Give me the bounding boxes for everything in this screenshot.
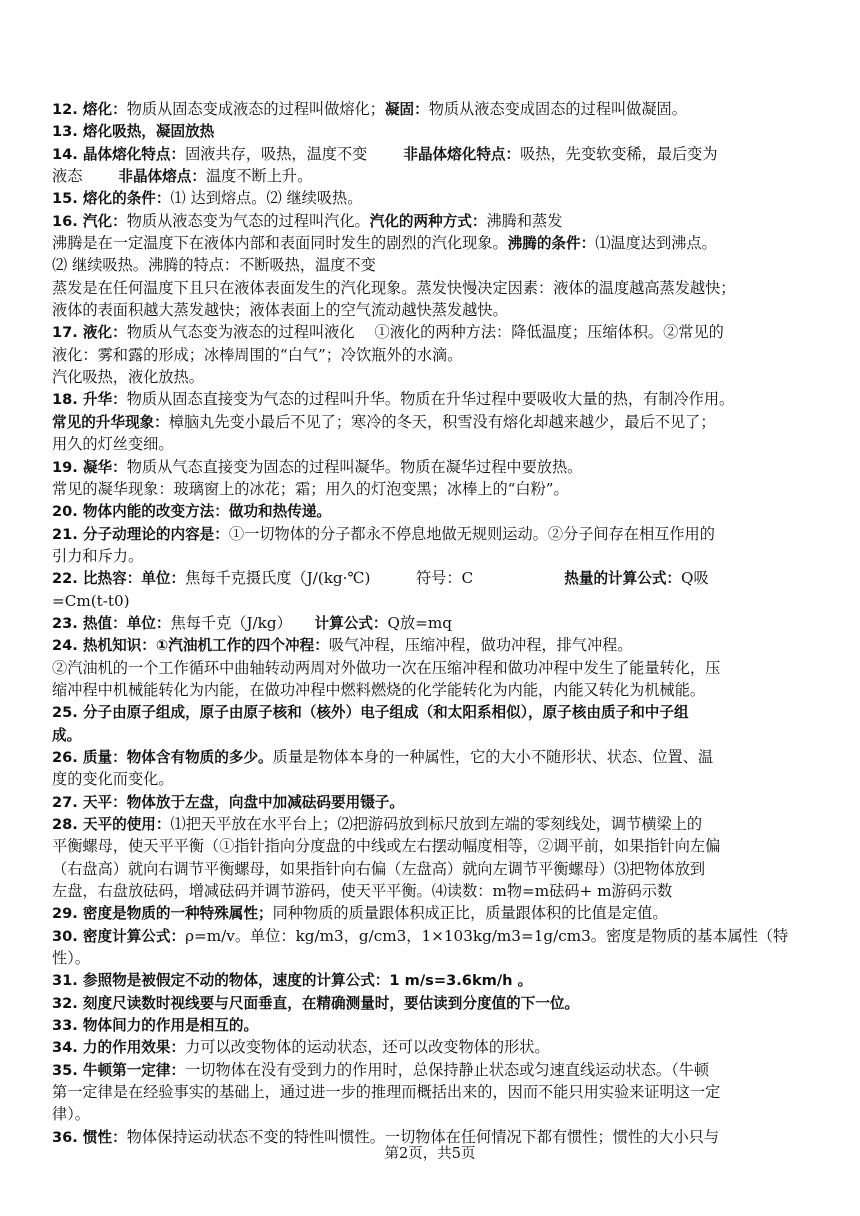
body-text: 质量是物体本身的一种属性，它的大小不随形状、状态、位置、温: [272, 747, 714, 766]
text-line: [52, 478, 812, 500]
body-text: ⑴把天平放在水平台上；⑵把游码放到标尺放到左端的零刻线处，调节横梁上的: [170, 815, 703, 833]
body-text: 沸腾是在一定温度下在液体内部和表面同时发生的剧烈的汽化现象。: [52, 234, 508, 253]
body-text: Q放=mq: [387, 613, 453, 632]
bold-term: 31. 参照物是被假定不动的物体，速度的计算公式：1 m/s=3.6km/h 。: [52, 972, 533, 990]
bold-term: 30. 密度计算公式：: [52, 927, 186, 945]
text-line: [52, 947, 812, 969]
text-line: [52, 344, 812, 366]
bold-term: 20. 物体内能的改变方法：做功和热传递。: [52, 503, 332, 521]
body-text: 律）。: [52, 1105, 90, 1124]
text-line: [52, 120, 812, 142]
text-line: [52, 232, 812, 254]
text-line: [52, 724, 812, 746]
body-text: =Cm(t-t0): [52, 591, 130, 610]
body-text: 同种物质的质量跟体积成正比，质量跟体积的比值是定值。: [272, 904, 668, 923]
bold-term: 热量的计算公式：: [564, 570, 682, 588]
body-text: 焦每千克（J/kg）: [170, 613, 315, 632]
body-text: 用久的灯丝变细。: [52, 435, 174, 454]
text-line: [52, 902, 812, 924]
body-text: 物质从固态变成液态的过程叫做熔化；: [126, 100, 385, 118]
text-line: [52, 277, 812, 299]
bold-term: 35. 牛顿第一定律：: [52, 1061, 186, 1079]
bold-term: 14. 晶体熔化特点：: [52, 145, 186, 163]
bold-term: 常见的升华现象：: [52, 413, 169, 431]
bold-term: 非晶体熔点：: [118, 168, 206, 186]
text-line: [52, 992, 812, 1014]
bold-term: 13. 熔化吸热，凝固放热: [52, 123, 215, 141]
text-line: [52, 1014, 812, 1036]
body-text: 物质从液态变为气态的过程叫汽化。: [126, 211, 370, 230]
body-text: ρ=m/v。单位：kg/m3，g/cm3，1×103kg/m3=1g/cm3。密度是物质的基本属性（特: [185, 926, 789, 945]
bold-term: 19. 凝华：: [52, 458, 127, 476]
body-text: 缩冲程中机械能转化为内能，在做功冲程中燃料燃烧的化学能转化为内能，内能又转化为机械能。: [52, 680, 706, 699]
bold-term: 29. 密度是物质的一种特殊属性；: [52, 905, 273, 923]
body-text: 性）。: [52, 949, 90, 968]
body-text: 吸气冲程，压缩冲程，做功冲程，排气冲程。: [328, 636, 633, 655]
text-line: [52, 165, 812, 187]
text-line: [52, 858, 812, 880]
text-line: [52, 835, 812, 857]
text-line: [52, 366, 812, 388]
text-line: [52, 634, 812, 656]
text-line: [52, 388, 812, 410]
bold-term: 27. 天平：物体放于左盘，向盘中加减砝码要用镊子。: [52, 793, 404, 811]
body-text: 吸热，先变软变稀，最后变为: [520, 144, 718, 163]
body-text: 蒸发是在任何温度下且只在液体表面发生的汽化现象。蒸发快慢决定因素：液体的温度越高蒸发越快；: [52, 278, 736, 297]
bold-term: 凝固：: [384, 101, 429, 118]
body-text: 物体保持运动状态不变的特性叫惯性。一切物体在任何情况下都有惯性；惯性的大小只与: [126, 1127, 720, 1146]
text-line: [52, 299, 812, 321]
bold-term: 计算公式：: [314, 614, 388, 632]
bold-term: 33. 物体间力的作用是相互的。: [52, 1017, 259, 1035]
bold-term: 18. 升华：: [52, 391, 127, 409]
text-line: [52, 679, 812, 701]
body-text: 液化：雾和露的形成；冰棒周围的“白气”；冷饮瓶外的水滴。: [52, 345, 463, 364]
text-line: [52, 254, 812, 276]
text-line: [52, 880, 812, 902]
bold-term: 成。: [52, 726, 82, 744]
body-text: Q吸: [681, 569, 709, 588]
body-text: 物质从气态变为液态的过程叫液化 ①液化的两种方法：降低温度；压缩体积。②常见的: [126, 323, 724, 342]
body-text: ⑴温度达到沸点。: [595, 234, 717, 253]
body-text: 樟脑丸先变小最后不见了；寒冷的冬天，积雪没有熔化却越来越少，最后不见了；: [168, 412, 716, 431]
text-line: [52, 210, 812, 232]
text-line: [52, 1059, 812, 1081]
body-text: 物质从气态直接变为固态的过程叫凝华。物质在凝华过程中要放热。: [126, 457, 583, 476]
bold-term: 12. 熔化：: [52, 101, 127, 118]
bold-term: 23. 热值：单位：: [52, 614, 171, 632]
text-line: [52, 813, 812, 835]
body-text: 沸腾和蒸发: [486, 211, 563, 230]
body-text: 固液共存，吸热，温度不变: [185, 144, 368, 163]
text-line: [52, 768, 812, 790]
body-text: 温度不断上升。: [205, 167, 313, 186]
text-line: [52, 1103, 812, 1125]
body-text: （右盘高）就向右调节平衡螺母，如果指针向右偏（左盘高）就向左调节平衡螺母）⑶把物体放到: [52, 859, 706, 878]
body-text: 一切物体在没有受到力的作用时，总保持静止状态或匀速直线运动状态。（牛顿: [185, 1060, 710, 1079]
bold-term: 21. 分子动理论的内容是：: [52, 525, 229, 543]
body-text: 液态: [52, 167, 83, 186]
bold-term: 34. 力的作用效果：: [52, 1039, 186, 1057]
bold-term: 16. 汽化：: [52, 212, 127, 230]
body-text: 焦每千克摄氏度（J/(kg·℃) 符号：C: [185, 569, 565, 588]
text-line: [52, 500, 812, 522]
body-text: 物质从液态变成固态的过程叫做凝固。: [428, 100, 687, 118]
bold-term: 非晶体熔化特点：: [403, 145, 521, 163]
text-line: [52, 925, 812, 947]
bold-term: 15. 熔化的条件：: [52, 190, 171, 208]
body-text: 液体的表面积越大蒸发越快；液体表面上的空气流动越快蒸发越快。: [52, 301, 508, 320]
body-text: ①一切物体的分子都永不停息地做无规则运动。②分子间存在相互作用的: [228, 524, 715, 543]
body-text: ⑵ 继续吸热。沸腾的特点：不断吸热，温度不变: [52, 256, 376, 275]
text-line: [52, 746, 812, 768]
bold-term: 32. 刻度尺读数时视线要与尺面垂直，在精确测量时，要估读到分度值的下一位。: [52, 994, 580, 1012]
body-text: 第一定律是在经验事实的基础上，通过进一步的推理而概括出来的，因而不能只用实验来证明这一定: [52, 1083, 721, 1102]
text-line: [52, 657, 812, 679]
text-line: [52, 411, 812, 433]
body-text: 汽化吸热，液化放热。: [52, 368, 204, 387]
text-line: [52, 545, 812, 567]
text-line: [52, 98, 812, 120]
text-line: [52, 321, 812, 343]
text-line: [52, 187, 812, 209]
bold-term: 17. 液化：: [52, 324, 127, 342]
body-text: 度的变化而变化。: [52, 770, 174, 789]
body-text: ⑴ 达到熔点。⑵ 继续吸热。: [170, 189, 363, 208]
text-line: [52, 969, 812, 991]
body-text: 力可以改变物体的运动状态，还可以改变物体的形状。: [185, 1038, 550, 1057]
bold-term: 22. 比热容：单位：: [52, 570, 186, 588]
text-line: [52, 433, 812, 455]
text-line: [52, 791, 812, 813]
bold-term: 24. 热机知识：①汽油机工作的四个冲程：: [52, 637, 329, 655]
text-line: [52, 590, 812, 612]
document-body: [52, 98, 812, 1148]
body-text: 左盘，右盘放砝码，增减砝码并调节游码，使天平平衡。⑷读数：m物=m砝码+ m游码示数: [52, 882, 673, 901]
body-text: 平衡螺母，使天平平衡（①指针指向分度盘的中线或左右摆动幅度相等，②调平前，如果指针向左偏: [52, 837, 721, 856]
bold-term: 26. 质量：物体含有物质的多少。: [52, 748, 273, 766]
bold-term: 25. 分子由原子组成，原子由原子核和（核外）电子组成（和太阳系相似），原子核由质子和中子组: [52, 704, 689, 722]
bold-term: 28. 天平的使用：: [52, 816, 171, 833]
text-line: [52, 523, 812, 545]
text-line: [52, 612, 812, 634]
body-text: ②汽油机的一个工作循环中曲轴转动两周对外做功一次在压缩冲程和做功冲程中发生了能量转化，压: [52, 658, 721, 677]
text-line: [52, 143, 812, 165]
body-text: 常见的凝华现象：玻璃窗上的冰花；霜；用久的灯泡变黑；冰棒上的“白粉”。: [52, 479, 569, 498]
text-line: [52, 456, 812, 478]
text-line: [52, 1036, 812, 1058]
bold-term: 沸腾的条件：: [507, 235, 596, 253]
text-line: [52, 1081, 812, 1103]
text-line: [52, 567, 812, 589]
text-line: [52, 701, 812, 723]
body-text: 物质从固态直接变为气态的过程叫升华。物质在升华过程中要吸收大量的热，有制冷作用。: [126, 390, 735, 409]
page-footer: 第2页，共5页: [384, 1146, 476, 1162]
bold-term: 36. 惯性：: [52, 1128, 127, 1146]
bold-term: 汽化的两种方式：: [369, 212, 487, 230]
body-text: 引力和斥力。: [52, 546, 144, 565]
